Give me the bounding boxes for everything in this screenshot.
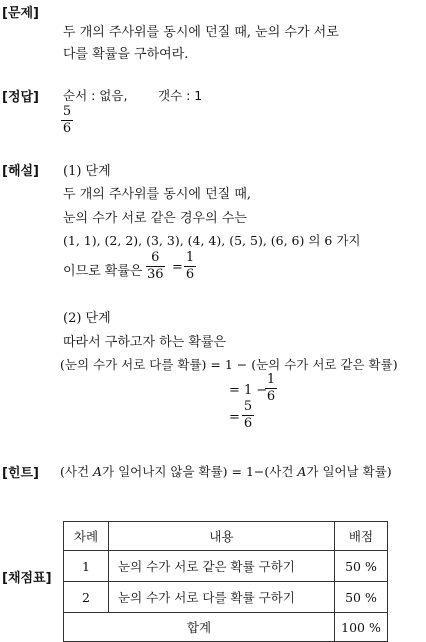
answer-label: [정답] [2, 90, 39, 105]
explanation-line-1: 두 개의 주사위를 동시에 던질 때, [63, 187, 252, 202]
fraction-4-numerator: 5 [243, 399, 253, 414]
hint-label: [힌트] [2, 466, 39, 481]
equals-sign: = [172, 260, 183, 275]
probability-fraction-1 [146, 251, 165, 282]
row-order: 2 [64, 582, 109, 613]
probability-fraction-2 [184, 251, 196, 282]
explanation-line-7: = 1 − [229, 383, 268, 398]
explanation-line-2: 눈의 수가 서로 같은 경우의 수는 [63, 211, 247, 226]
row-order: 1 [64, 551, 109, 582]
fraction-3-denominator: 6 [266, 389, 276, 404]
explanation-line-6: (눈의 수가 서로 다를 확률) = 1 − (눈의 수가 서로 같은 확률) [60, 357, 398, 372]
table-total-row [64, 613, 388, 642]
table-row [64, 551, 388, 582]
total-label: 합계 [64, 613, 335, 642]
fraction-4-denominator: 6 [243, 416, 253, 431]
header-points: 배점 [335, 522, 388, 551]
grading-table [63, 521, 388, 642]
table-row [64, 582, 388, 613]
row-points: 50 % [335, 551, 388, 582]
explanation-line-4: 이므로 확률은 [63, 264, 143, 279]
explanation-line-8: = [229, 410, 240, 425]
explanation-line-3: (1, 1), (2, 2), (3, 3), (4, 4), (5, 5), (6, 6) 의 6 가지 [63, 233, 361, 248]
probability-fraction-3 [265, 373, 277, 404]
row-content: 눈의 수가 서로 다를 확률 구하기 [109, 582, 335, 613]
explanation-line-5: 따라서 구하고자 하는 확률은 [63, 335, 227, 350]
hint-part-2: 가 일어나지 않을 확률) = 1−(사건 [102, 464, 298, 479]
fraction-3-numerator: 1 [266, 372, 276, 387]
fraction-2-numerator: 1 [185, 250, 195, 265]
explanation-step-1: (1) 단계 [63, 164, 111, 179]
grading-label: [채점표] [2, 571, 52, 586]
total-value: 100 % [335, 613, 388, 642]
explanation-step-2: (2) 단계 [63, 311, 111, 326]
fraction-2-denominator: 6 [185, 267, 195, 282]
hint-part-3: 가 일어날 확률) [306, 464, 392, 479]
explanation-label: [해설] [2, 164, 39, 179]
problem-label: [문제] [2, 6, 39, 21]
row-content: 눈의 수가 서로 같은 확률 구하기 [109, 551, 335, 582]
problem-line-2: 다를 확률을 구하여라. [63, 47, 189, 62]
problem-line-1: 두 개의 주사위를 동시에 던질 때, 눈의 수가 서로 [63, 25, 339, 40]
row-points: 50 % [335, 582, 388, 613]
hint-variable-a: A [93, 464, 103, 479]
fraction-1-numerator: 6 [151, 250, 160, 265]
answer-order: 순서 : 없음, [63, 88, 128, 103]
probability-fraction-4 [242, 400, 254, 431]
table-header-row [64, 522, 388, 551]
hint-text [60, 462, 392, 480]
hint-part-1: (사건 [60, 464, 94, 479]
fraction-1-denominator: 36 [147, 267, 164, 282]
answer-fraction [61, 105, 73, 136]
header-content: 내용 [109, 522, 335, 551]
hint-variable-a: A [297, 464, 307, 479]
header-order: 차례 [64, 522, 109, 551]
answer-denominator: 6 [62, 121, 72, 136]
answer-count: 갯수 : 1 [158, 88, 203, 103]
answer-numerator: 5 [62, 104, 72, 119]
